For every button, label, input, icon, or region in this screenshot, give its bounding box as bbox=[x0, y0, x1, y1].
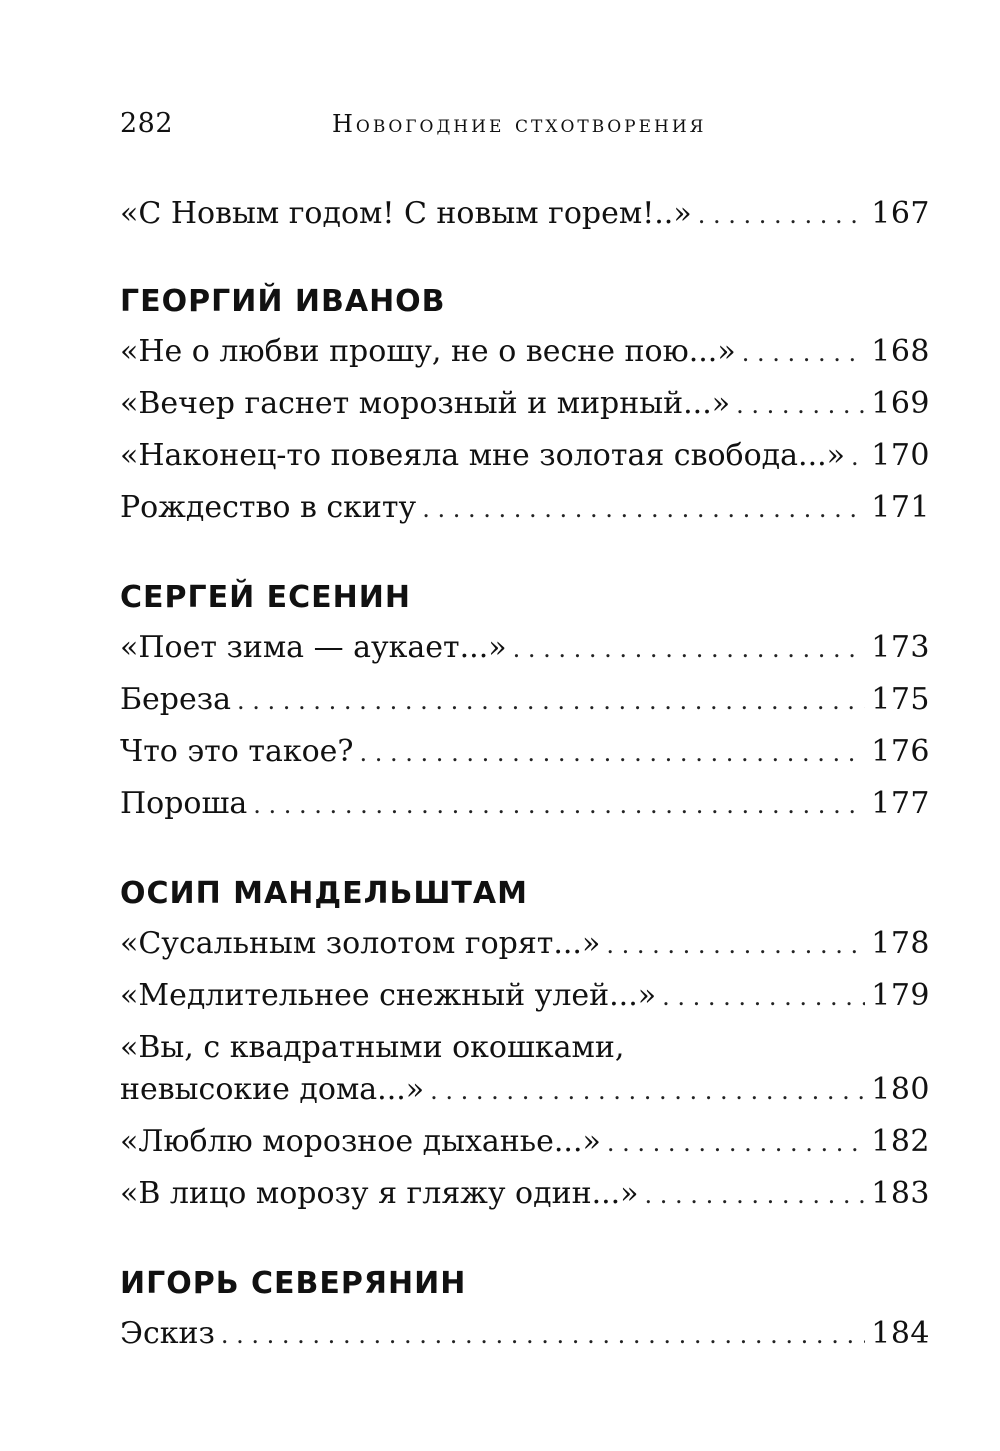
toc-entry[interactable] bbox=[120, 630, 930, 667]
toc-entry-title: «Люблю морозное дыханье...» bbox=[120, 1124, 601, 1159]
page-header bbox=[120, 108, 928, 148]
toc-entry-title: невысокие дома...» bbox=[120, 1072, 425, 1107]
author-heading: ГЕОРГИЙ ИВАНОВ bbox=[120, 284, 446, 319]
toc-entry-title: Береза bbox=[120, 682, 232, 717]
toc-entry-title: «Медлительнее снежный улей...» bbox=[120, 978, 657, 1013]
dot-leader bbox=[221, 1317, 865, 1353]
running-title: Новогодние стхотворения bbox=[332, 110, 707, 138]
page-number: 282 bbox=[120, 108, 174, 139]
toc-entry-page: 173 bbox=[871, 630, 930, 665]
toc-entry-title: Что это такое? bbox=[120, 734, 354, 769]
author-heading: ИГОРЬ СЕВЕРЯНИН bbox=[120, 1266, 467, 1301]
toc-entry[interactable] bbox=[120, 682, 930, 719]
toc-entry-title: Пороша bbox=[120, 786, 248, 821]
dot-leader bbox=[422, 491, 865, 527]
toc-entry[interactable] bbox=[120, 734, 930, 771]
dot-leader bbox=[736, 387, 865, 423]
toc-entry[interactable] bbox=[120, 438, 930, 475]
toc-entry-page: 167 bbox=[871, 196, 930, 231]
toc-entry-title: «В лицо морозу я гляжу один...» bbox=[120, 1176, 639, 1211]
dot-leader bbox=[430, 1073, 865, 1109]
dot-leader bbox=[607, 1125, 865, 1161]
toc-entry[interactable] bbox=[120, 978, 930, 1015]
toc-entry-page: 182 bbox=[871, 1124, 930, 1159]
dot-leader bbox=[662, 979, 865, 1015]
dot-leader bbox=[851, 439, 865, 475]
toc-entry-title: «Поет зима — аукает...» bbox=[120, 630, 507, 665]
dot-leader bbox=[645, 1177, 866, 1213]
toc-entry[interactable] bbox=[120, 786, 930, 823]
author-heading: ОСИП МАНДЕЛЬШТАМ bbox=[120, 876, 528, 911]
dot-leader bbox=[360, 735, 866, 771]
toc-entry[interactable] bbox=[120, 1072, 930, 1109]
toc-entry-title: Рождество в скиту bbox=[120, 490, 417, 525]
toc-entry-title: «С Новым годом! С новым горем!..» bbox=[120, 196, 692, 231]
toc-entry[interactable] bbox=[120, 1124, 930, 1161]
dot-leader bbox=[606, 927, 865, 963]
toc-entry-page: 184 bbox=[871, 1316, 930, 1351]
toc-entry-title: «Не о любви прошу, не о весне пою...» bbox=[120, 334, 736, 369]
toc-entry[interactable] bbox=[120, 926, 930, 963]
dot-leader bbox=[698, 197, 866, 233]
toc-entry-page: 170 bbox=[871, 438, 930, 473]
toc-entry[interactable] bbox=[120, 334, 930, 371]
toc-entry-title: «Наконец-то повеяла мне золотая свобода...» bbox=[120, 438, 845, 473]
toc-entry-title: «Сусальным золотом горят...» bbox=[120, 926, 601, 961]
toc-entry-title: Эскиз bbox=[120, 1316, 215, 1351]
toc-entry-page: 183 bbox=[871, 1176, 930, 1211]
toc-entry[interactable] bbox=[120, 1316, 930, 1353]
toc-entry-page: 169 bbox=[871, 386, 930, 421]
dot-leader bbox=[742, 335, 866, 371]
toc-entry-title-line1[interactable]: «Вы, с квадратными окошками, bbox=[120, 1030, 625, 1065]
toc-entry[interactable] bbox=[120, 196, 930, 233]
toc-entry-page: 168 bbox=[871, 334, 930, 369]
toc-entry-page: 179 bbox=[871, 978, 930, 1013]
toc-entry[interactable] bbox=[120, 490, 930, 527]
toc-entry-title: «Вечер гаснет морозный и мирный...» bbox=[120, 386, 731, 421]
toc-entry-page: 178 bbox=[871, 926, 930, 961]
dot-leader bbox=[253, 787, 865, 823]
dot-leader bbox=[513, 631, 866, 667]
author-heading: СЕРГЕЙ ЕСЕНИН bbox=[120, 580, 411, 615]
toc-entry-page: 175 bbox=[871, 682, 930, 717]
toc-entry-page: 177 bbox=[871, 786, 930, 821]
toc-entry[interactable] bbox=[120, 386, 930, 423]
dot-leader bbox=[237, 683, 865, 719]
toc-entry[interactable] bbox=[120, 1176, 930, 1213]
toc-entry-page: 176 bbox=[871, 734, 930, 769]
toc-entry-page: 180 bbox=[871, 1072, 930, 1107]
toc-entry-page: 171 bbox=[871, 490, 930, 525]
